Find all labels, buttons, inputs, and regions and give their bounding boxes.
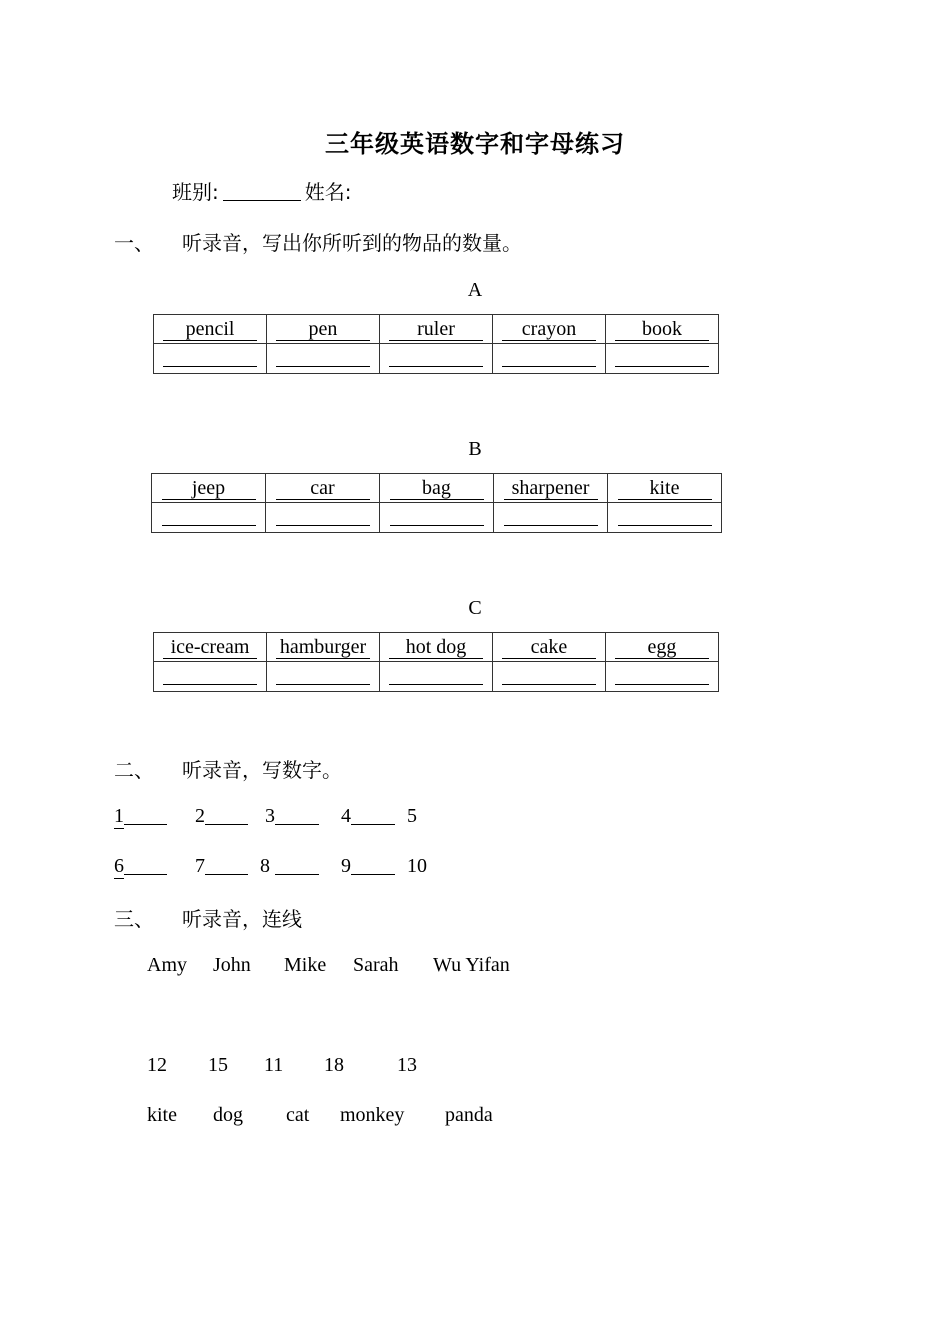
table-a-item: pen xyxy=(276,318,370,341)
match-number[interactable]: 18 xyxy=(324,1054,344,1076)
number-blank[interactable] xyxy=(205,856,248,875)
section-1-instruction: 听录音，写出你所听到的物品的数量。 xyxy=(182,231,522,255)
answer-blank[interactable] xyxy=(162,503,256,526)
number-item: 3 xyxy=(265,805,275,827)
number-blank[interactable] xyxy=(351,806,395,825)
number-row-2 xyxy=(114,855,427,879)
table-c-item: cake xyxy=(502,636,596,659)
number-item: 4 xyxy=(341,805,351,827)
section-1-number: 一、 xyxy=(114,231,154,255)
match-animal[interactable]: dog xyxy=(213,1104,243,1126)
number-blank[interactable] xyxy=(275,806,319,825)
number-row-1 xyxy=(114,805,417,829)
number-blank[interactable] xyxy=(205,806,248,825)
answer-blank[interactable] xyxy=(615,344,709,367)
section-2-instruction: 听录音，写数字。 xyxy=(182,758,342,782)
number-blank[interactable] xyxy=(275,856,319,875)
ages-row xyxy=(147,1054,647,1080)
answer-blank[interactable] xyxy=(504,503,598,526)
answer-blank[interactable] xyxy=(389,344,483,367)
answer-blank[interactable] xyxy=(390,503,484,526)
table-a xyxy=(153,314,719,374)
table-b-item: kite xyxy=(618,477,712,500)
table-b-label: B xyxy=(468,438,482,460)
table-a-item: crayon xyxy=(502,318,596,341)
match-animal[interactable]: cat xyxy=(286,1104,310,1126)
number-item: 9 xyxy=(341,855,351,877)
match-animal[interactable]: kite xyxy=(147,1104,177,1126)
match-name[interactable]: Amy xyxy=(147,954,187,976)
match-number[interactable]: 12 xyxy=(147,1054,167,1076)
number-blank[interactable] xyxy=(124,806,167,825)
match-name[interactable]: Sarah xyxy=(353,954,399,976)
number-item: 5 xyxy=(407,805,417,827)
match-number[interactable]: 15 xyxy=(208,1054,228,1076)
number-item: 7 xyxy=(195,855,205,877)
section-2-heading xyxy=(114,754,342,783)
class-blank[interactable] xyxy=(223,200,301,201)
number-item: 2 xyxy=(195,805,205,827)
match-animal[interactable]: panda xyxy=(445,1104,493,1126)
number-item: 8 xyxy=(260,855,270,877)
animals-row xyxy=(147,1104,647,1130)
table-a-label: A xyxy=(467,279,483,301)
table-c-item: ice-cream xyxy=(163,636,257,659)
table-c xyxy=(153,632,719,692)
answer-blank[interactable] xyxy=(276,662,370,685)
table-c-item: hot dog xyxy=(389,636,483,659)
answer-blank[interactable] xyxy=(615,662,709,685)
section-1-heading xyxy=(114,227,522,256)
answer-blank[interactable] xyxy=(389,662,483,685)
answer-blank[interactable] xyxy=(276,344,370,367)
match-number[interactable]: 11 xyxy=(264,1054,284,1076)
names-row xyxy=(147,954,647,980)
number-item: 1 xyxy=(114,805,124,827)
table-b-item: jeep xyxy=(162,477,256,500)
name-label: 姓名: xyxy=(304,180,352,204)
table-a-item: book xyxy=(615,318,709,341)
table-a-header-row xyxy=(154,315,719,344)
answer-blank[interactable] xyxy=(618,503,712,526)
table-b-item: bag xyxy=(390,477,484,500)
table-c-header-row xyxy=(154,633,719,662)
table-c-item: hamburger xyxy=(276,636,370,659)
match-name[interactable]: John xyxy=(213,954,251,976)
number-item: 10 xyxy=(407,855,427,877)
class-label: 班别: xyxy=(172,180,219,204)
answer-blank[interactable] xyxy=(276,503,370,526)
answer-blank[interactable] xyxy=(163,344,257,367)
answer-blank[interactable] xyxy=(502,344,596,367)
table-b-item: car xyxy=(276,477,370,500)
number-item: 6 xyxy=(114,855,124,877)
table-a-answer-row xyxy=(154,344,719,374)
table-c-answer-row xyxy=(154,662,719,692)
section-2-number: 二、 xyxy=(114,758,154,782)
match-animal[interactable]: monkey xyxy=(340,1104,405,1126)
table-c-label: C xyxy=(468,597,482,619)
match-name[interactable]: Mike xyxy=(284,954,327,976)
table-b xyxy=(151,473,722,533)
number-blank[interactable] xyxy=(124,856,167,875)
page-title: 三年级英语数字和字母练习 xyxy=(325,130,625,158)
section-3-number: 三、 xyxy=(114,907,154,931)
table-a-item: ruler xyxy=(389,318,483,341)
section-3-instruction: 听录音，连线 xyxy=(182,907,302,931)
table-b-header-row xyxy=(152,474,722,503)
answer-blank[interactable] xyxy=(163,662,257,685)
answer-blank[interactable] xyxy=(502,662,596,685)
match-name[interactable]: Wu Yifan xyxy=(433,954,510,976)
section-3-heading xyxy=(114,903,302,932)
number-blank[interactable] xyxy=(351,856,395,875)
table-b-answer-row xyxy=(152,503,722,533)
table-b-item: sharpener xyxy=(504,477,598,500)
student-info xyxy=(172,176,352,205)
table-c-item: egg xyxy=(615,636,709,659)
table-a-item: pencil xyxy=(163,318,257,341)
match-number[interactable]: 13 xyxy=(397,1054,417,1076)
